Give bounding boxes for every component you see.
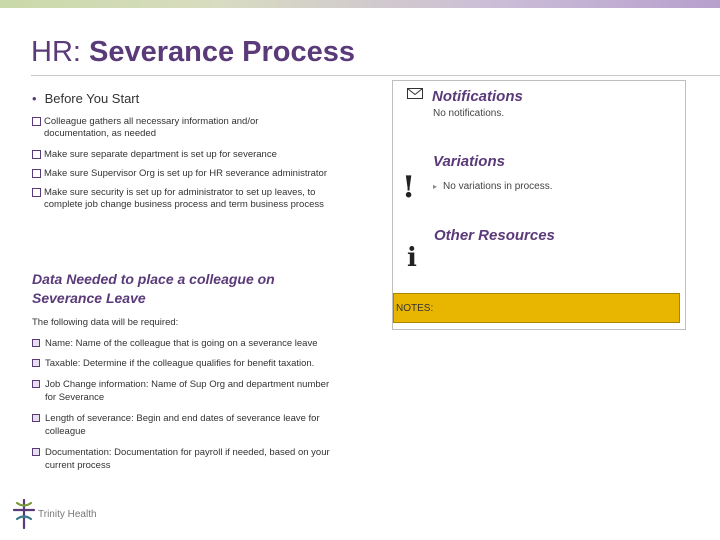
page-title-prefix: HR: [31,36,89,68]
checkbox-icon [32,380,40,388]
data-needed-item-text: Name: Name of the colleague that is going on a severance leave [45,338,318,349]
data-needed-item [32,357,352,370]
checkbox-icon [32,359,40,367]
logo-text: Trinity Health [38,509,97,520]
checklist-item [32,116,282,140]
data-needed-item-text: Job Change information: Name of Sup Org and department number for Severance [45,379,330,403]
checkbox-icon [32,117,41,126]
checklist-item-text: Colleague gathers all necessary information and/or documentation, as needed [44,116,259,139]
checklist-item-text: Make sure security is set up for administrator to set up leaves, to complete job change business process and term business process [44,187,324,210]
checkbox-icon [32,169,41,178]
data-needed-item-text: Taxable: Determine if the colleague qualifies for benefit taxation. [45,358,315,369]
exclamation-icon: ! [402,170,416,205]
data-needed-item-text: Documentation: Documentation for payroll if needed, based on your current process [45,447,330,471]
data-needed-item [32,337,352,350]
data-needed-intro: The following data will be required: [32,317,179,328]
title-divider [31,75,720,76]
checklist-item [32,149,332,161]
variations-text: No variations in process. [443,181,553,192]
data-needed-item [32,378,332,404]
checklist-item-text: Make sure Supervisor Org is set up for HR severance administrator [44,168,327,179]
page-title [31,36,355,69]
notes-label: NOTES: [396,303,434,314]
info-icon: i [407,243,417,273]
envelope-icon [407,88,423,99]
data-needed-heading: Data Needed to place a colleague on Severance Leave [32,271,275,306]
notes-box [393,293,680,323]
before-you-start-label: Before You Start [44,91,140,106]
checklist-item [32,187,352,211]
bullet-icon: ▸ [433,182,438,191]
other-resources-heading: Other Resources [434,227,555,244]
checkbox-icon [32,188,41,197]
checklist-item-text: Make sure separate department is set up for severance [44,149,277,160]
checkbox-icon [32,150,41,159]
variations-item [433,181,553,192]
data-needed-item-text: Length of severance: Begin and end dates of severance leave for colleague [45,413,320,437]
page-title-main: Severance Process [89,36,356,68]
top-gradient-bar [0,0,720,8]
checkbox-icon [32,448,40,456]
variations-heading: Variations [433,153,505,170]
bullet-icon: • [32,91,37,106]
data-needed-item [32,446,332,472]
checkbox-icon [32,414,40,422]
checkbox-icon [32,339,40,347]
notifications-heading: Notifications [432,88,523,105]
data-needed-item [32,412,342,438]
notifications-text: No notifications. [433,108,505,119]
before-you-start-heading [32,91,139,106]
checklist-item [32,168,372,180]
